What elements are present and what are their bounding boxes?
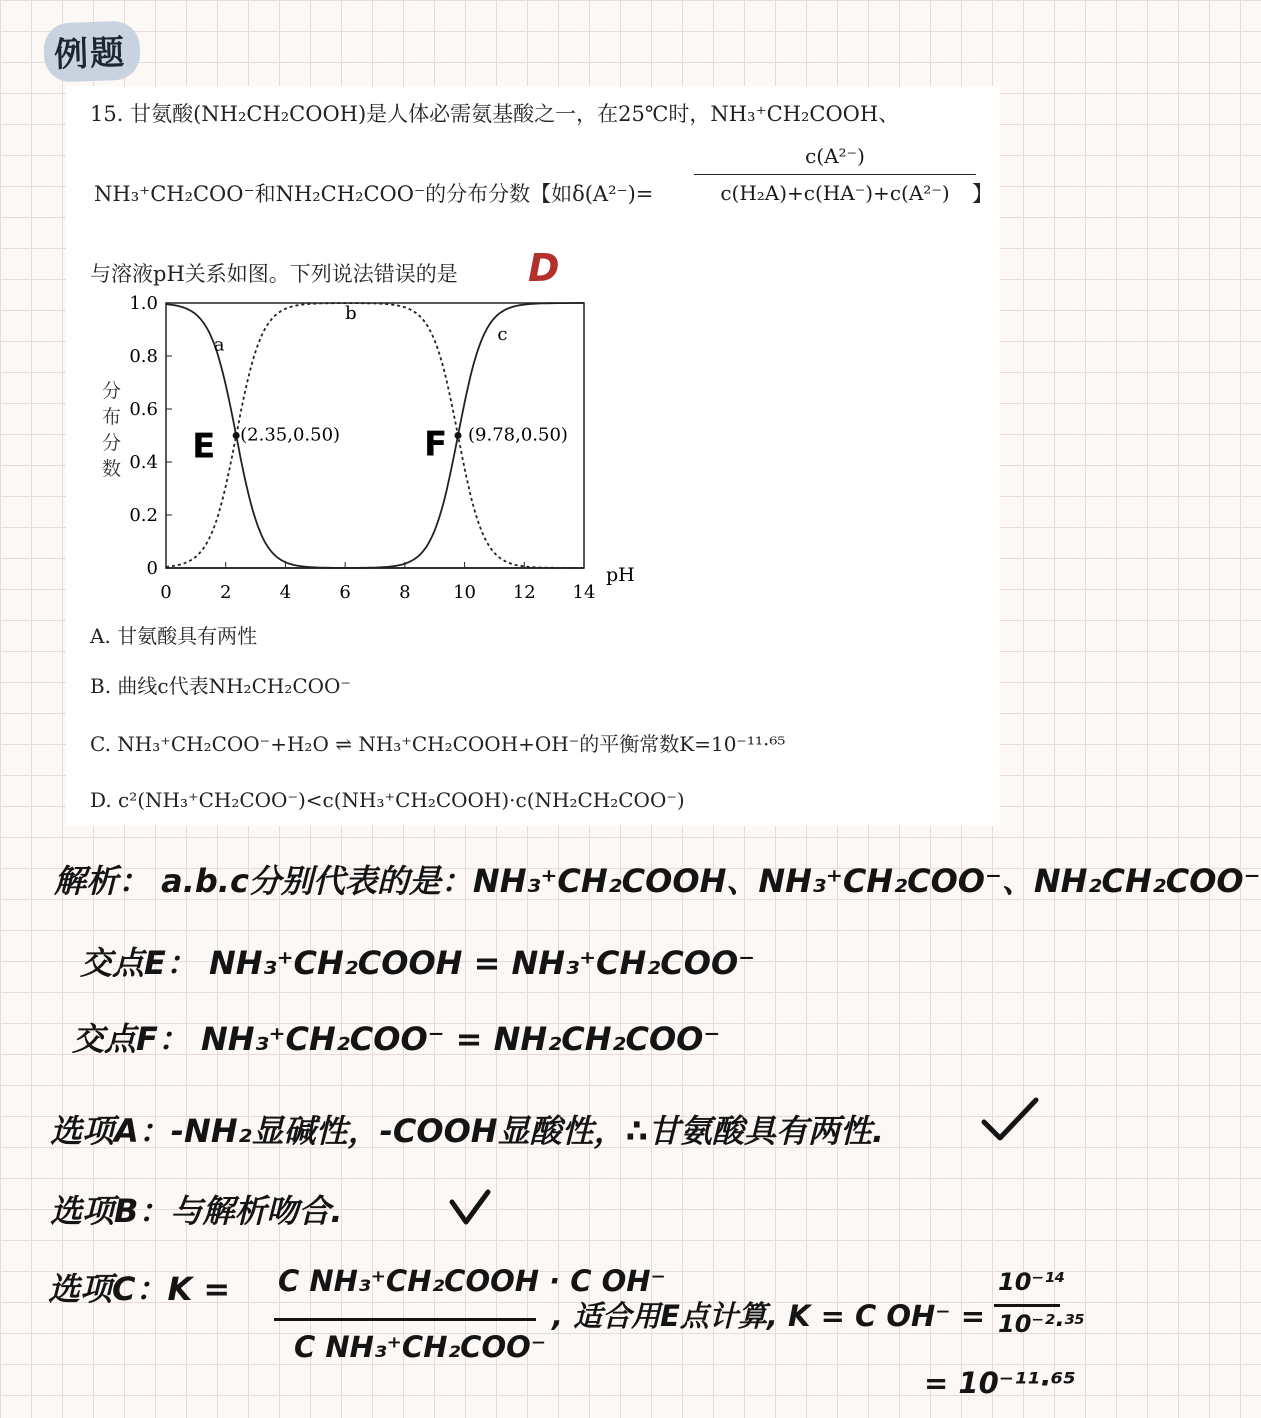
distribution-chart	[86, 291, 686, 621]
series-b-label: b	[345, 302, 357, 324]
y-axis-label-char: 布	[102, 406, 122, 428]
question-sheet	[66, 86, 1000, 826]
point-f-annotation: (9.78,0.50)	[468, 424, 568, 446]
note-ratio-bar	[994, 1304, 1060, 1307]
question-line-2: NH₃⁺CH₂COO⁻和NH₂CH₂COO⁻的分布分数【如δ(A²⁻)=	[94, 182, 654, 206]
fraction-numerator: c(A²⁻)	[694, 144, 976, 175]
bracket-close: 】	[972, 182, 993, 206]
note-k-numerator: C NH₃⁺CH₂COOH · C OH⁻	[278, 1264, 666, 1298]
point-e-marker	[233, 432, 240, 439]
note-option-a: 选项A：-NH₂显碱性，-COOH显酸性，∴甘氨酸具有两性.	[50, 1112, 885, 1150]
note-ratio-denominator: 10⁻²·³⁵	[998, 1310, 1085, 1338]
series-c-label: c	[497, 324, 508, 346]
delta-fraction	[694, 144, 976, 205]
handwritten-e: E	[192, 426, 216, 467]
option-b: B. 曲线c代表NH₂CH₂COO⁻	[90, 674, 351, 698]
question-line-1: 15. 甘氨酸(NH₂CH₂COOH)是人体必需氨基酸之一，在25℃时，NH₃⁺CH₂COOH、	[90, 102, 900, 126]
point-e-annotation: (2.35,0.50)	[240, 424, 341, 446]
point-f-marker	[455, 432, 462, 439]
note-fraction-bar	[274, 1318, 536, 1321]
y-axis-label	[102, 380, 121, 480]
y-tick-label: 0.8	[129, 346, 158, 367]
x-tick-label: 8	[399, 582, 411, 603]
x-tick-label: 0	[160, 582, 172, 603]
x-tick-label: 2	[219, 582, 232, 603]
note-analysis: 解析： a.b.c分别代表的是：NH₃⁺CH₂COOH、NH₃⁺CH₂COO⁻、NH₂CH₂COO⁻	[54, 862, 1261, 900]
y-tick-label: 0.6	[129, 399, 158, 420]
y-axis-label-char: 分	[102, 432, 122, 454]
x-tick-label: 6	[339, 582, 351, 603]
option-a: A. 甘氨酸具有两性	[90, 624, 258, 648]
note-point-e: 交点E： NH₃⁺CH₂COOH = NH₃⁺CH₂COO⁻	[80, 944, 756, 982]
note-option-c-result: , 适合用E点计算, K = C OH⁻ =	[552, 1299, 986, 1333]
note-final-value: = 10⁻¹¹·⁶⁵	[924, 1366, 1076, 1400]
y-tick-label: 1.0	[129, 293, 158, 314]
y-axis-label-char: 分	[102, 380, 122, 402]
y-tick-label: 0.2	[129, 505, 158, 526]
note-point-f: 交点F： NH₃⁺CH₂COO⁻ = NH₂CH₂COO⁻	[72, 1020, 721, 1058]
x-tick-label: 14	[572, 582, 596, 603]
note-k-denominator: C NH₃⁺CH₂COO⁻	[294, 1330, 547, 1364]
question-line-3: 与溶液pH关系如图。下列说法错误的是	[90, 262, 458, 286]
check-icon	[448, 1188, 492, 1228]
note-option-b: 选项B：与解析吻合.	[50, 1192, 343, 1230]
note-ratio-numerator: 10⁻¹⁴	[998, 1268, 1066, 1296]
fraction-denominator: c(H₂A)+c(HA⁻)+c(A²⁻)	[720, 181, 950, 205]
x-axis-label: pH	[606, 564, 635, 586]
y-tick-label: 0	[146, 558, 158, 579]
example-tag: 例题	[43, 20, 141, 82]
series-a-label: a	[213, 334, 225, 356]
x-tick-label: 12	[512, 582, 536, 603]
x-tick-label: 10	[453, 582, 477, 603]
check-icon	[980, 1096, 1040, 1144]
y-tick-label: 0.4	[129, 452, 158, 473]
option-c: C. NH₃⁺CH₂COO⁻+H₂O ⇌ NH₃⁺CH₂COOH+OH⁻的平衡常数K=10⁻¹¹·⁶⁵	[90, 732, 786, 756]
answer-mark: D	[528, 246, 560, 290]
option-d: D. c²(NH₃⁺CH₂COO⁻)<c(NH₃⁺CH₂COOH)·c(NH₂CH₂COO⁻)	[90, 788, 685, 812]
note-option-c-label: 选项C：K =	[48, 1270, 231, 1308]
handwritten-f: F	[424, 424, 448, 465]
y-axis-label-char: 数	[102, 458, 122, 480]
x-tick-label: 4	[279, 582, 292, 603]
